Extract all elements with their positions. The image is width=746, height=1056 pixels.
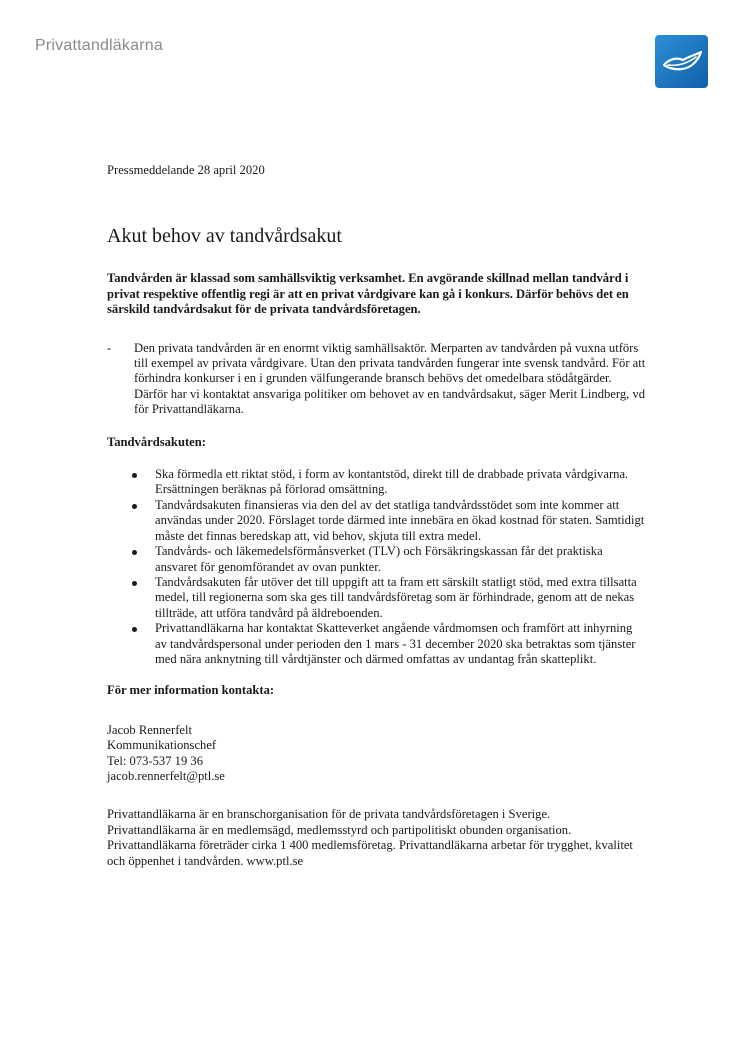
list-item: [155, 498, 647, 544]
bullet-icon: [132, 473, 137, 478]
dateline: Pressmeddelande 28 april 2020: [107, 163, 265, 177]
bullet-icon: [132, 550, 137, 555]
list-item: [155, 621, 647, 667]
list-item: [155, 544, 647, 575]
bullet-icon: [132, 581, 137, 586]
section-heading: Tandvårdsakuten:: [107, 434, 206, 449]
contact-name: Jacob Rennerfelt: [107, 722, 192, 737]
bullet-icon: [132, 627, 137, 632]
contact-email: jacob.rennerfelt@ptl.se: [107, 768, 225, 783]
list-item-text: Privattandläkarna har kontaktat Skatteverket angående vårdmomsen och framfört att inhyrning av tandvårdspersonal under perioden den 1 mars - 31 december 2020 ska betraktas som tjänster med nära anknytning till vårdtjänster och därmed omfattas av undantag från skatteplikt.: [155, 621, 636, 666]
contact-block: [107, 723, 647, 785]
dash-marker: -: [107, 340, 112, 355]
smile-lips-logo-icon: [655, 35, 708, 88]
press-release-body: [107, 163, 647, 869]
lead-paragraph: Tandvården är klassad som samhällsviktig verksamhet. En avgörande skillnad mellan tandvård i privat respektive offentlig regi är att en privat vårdgivare kan gå i konkurs. Därför behövs det en särskild tandvårdsakut för de privata tandvårdsföretagen.: [107, 271, 629, 317]
quote-text: Den privata tandvården är en enormt viktig samhällsaktör. Merparten av tandvården på vuxna utförs till exempel av privata vårdgivare. Utan den privata tandvården fungerar inte svensk tandvård. För att förhindra konkurser i en i grunden välfungerande bransch behövs det omedelbara stödåtgärder. Därför har vi kontaktat ansvariga politiker om behovet av en tandvårdsakut, säger Merit Lindberg, vd för Privattandläkarna.: [134, 340, 646, 417]
list-item-text: Ska förmedla ett riktat stöd, i form av kontantstöd, direkt till de drabbade privata vårdgivarna. Ersättningen beräknas på förlorad omsättning.: [155, 467, 629, 497]
list-item-text: Tandvårdsakuten finansieras via den del av det statliga tandvårdsstödet som inte kommer att användas under 2020. Förslaget torde därmed inte innebära en ökad kostnad för staten. Samtidigt måste det finnas beredskap att, vid behov, skjuta till extra medel.: [155, 497, 645, 543]
contact-phone: Tel: 073-537 19 36: [107, 753, 204, 768]
contact-role: Kommunikationschef: [107, 738, 217, 753]
list-item: [155, 467, 647, 498]
bullet-icon: [132, 504, 137, 509]
about-paragraph: Privattandläkarna är en branschorganisation för de privata tandvårdsföretagen i Sverige. Privattandläkarna är en medlemsägd, medlemsstyrd och partipolitiskt obunden organisation. Privattandläkarna företräder cirka 1 400 medlemsföretag. Privattandläkarna arbetar för trygghet, kvalitet och öppenhet i tandvården. www.ptl.se: [107, 807, 633, 868]
list-item-text: Tandvårdsakuten får utöver det till uppgift att ta fram ett särskilt statligt stöd, med extra tillsatta medel, till regionerna som ska ges till tandvårdsföretag som är förhindrade, genom att de nekas tillträde, att utföra tandvård på äldreboenden.: [155, 574, 637, 620]
list-item: [155, 575, 647, 621]
bullet-list: [107, 467, 647, 667]
quote-paragraph: [107, 341, 647, 418]
organization-name: Privattandläkarna: [35, 37, 163, 54]
list-item-text: Tandvårds- och läkemedelsförmånsverket (TLV) och Försäkringskassan får det praktiska ansvaret för genomförandet av ovan punkter.: [155, 544, 603, 574]
contact-heading: För mer information kontakta:: [107, 683, 275, 698]
page-title: Akut behov av tandvårdsakut: [107, 225, 342, 248]
